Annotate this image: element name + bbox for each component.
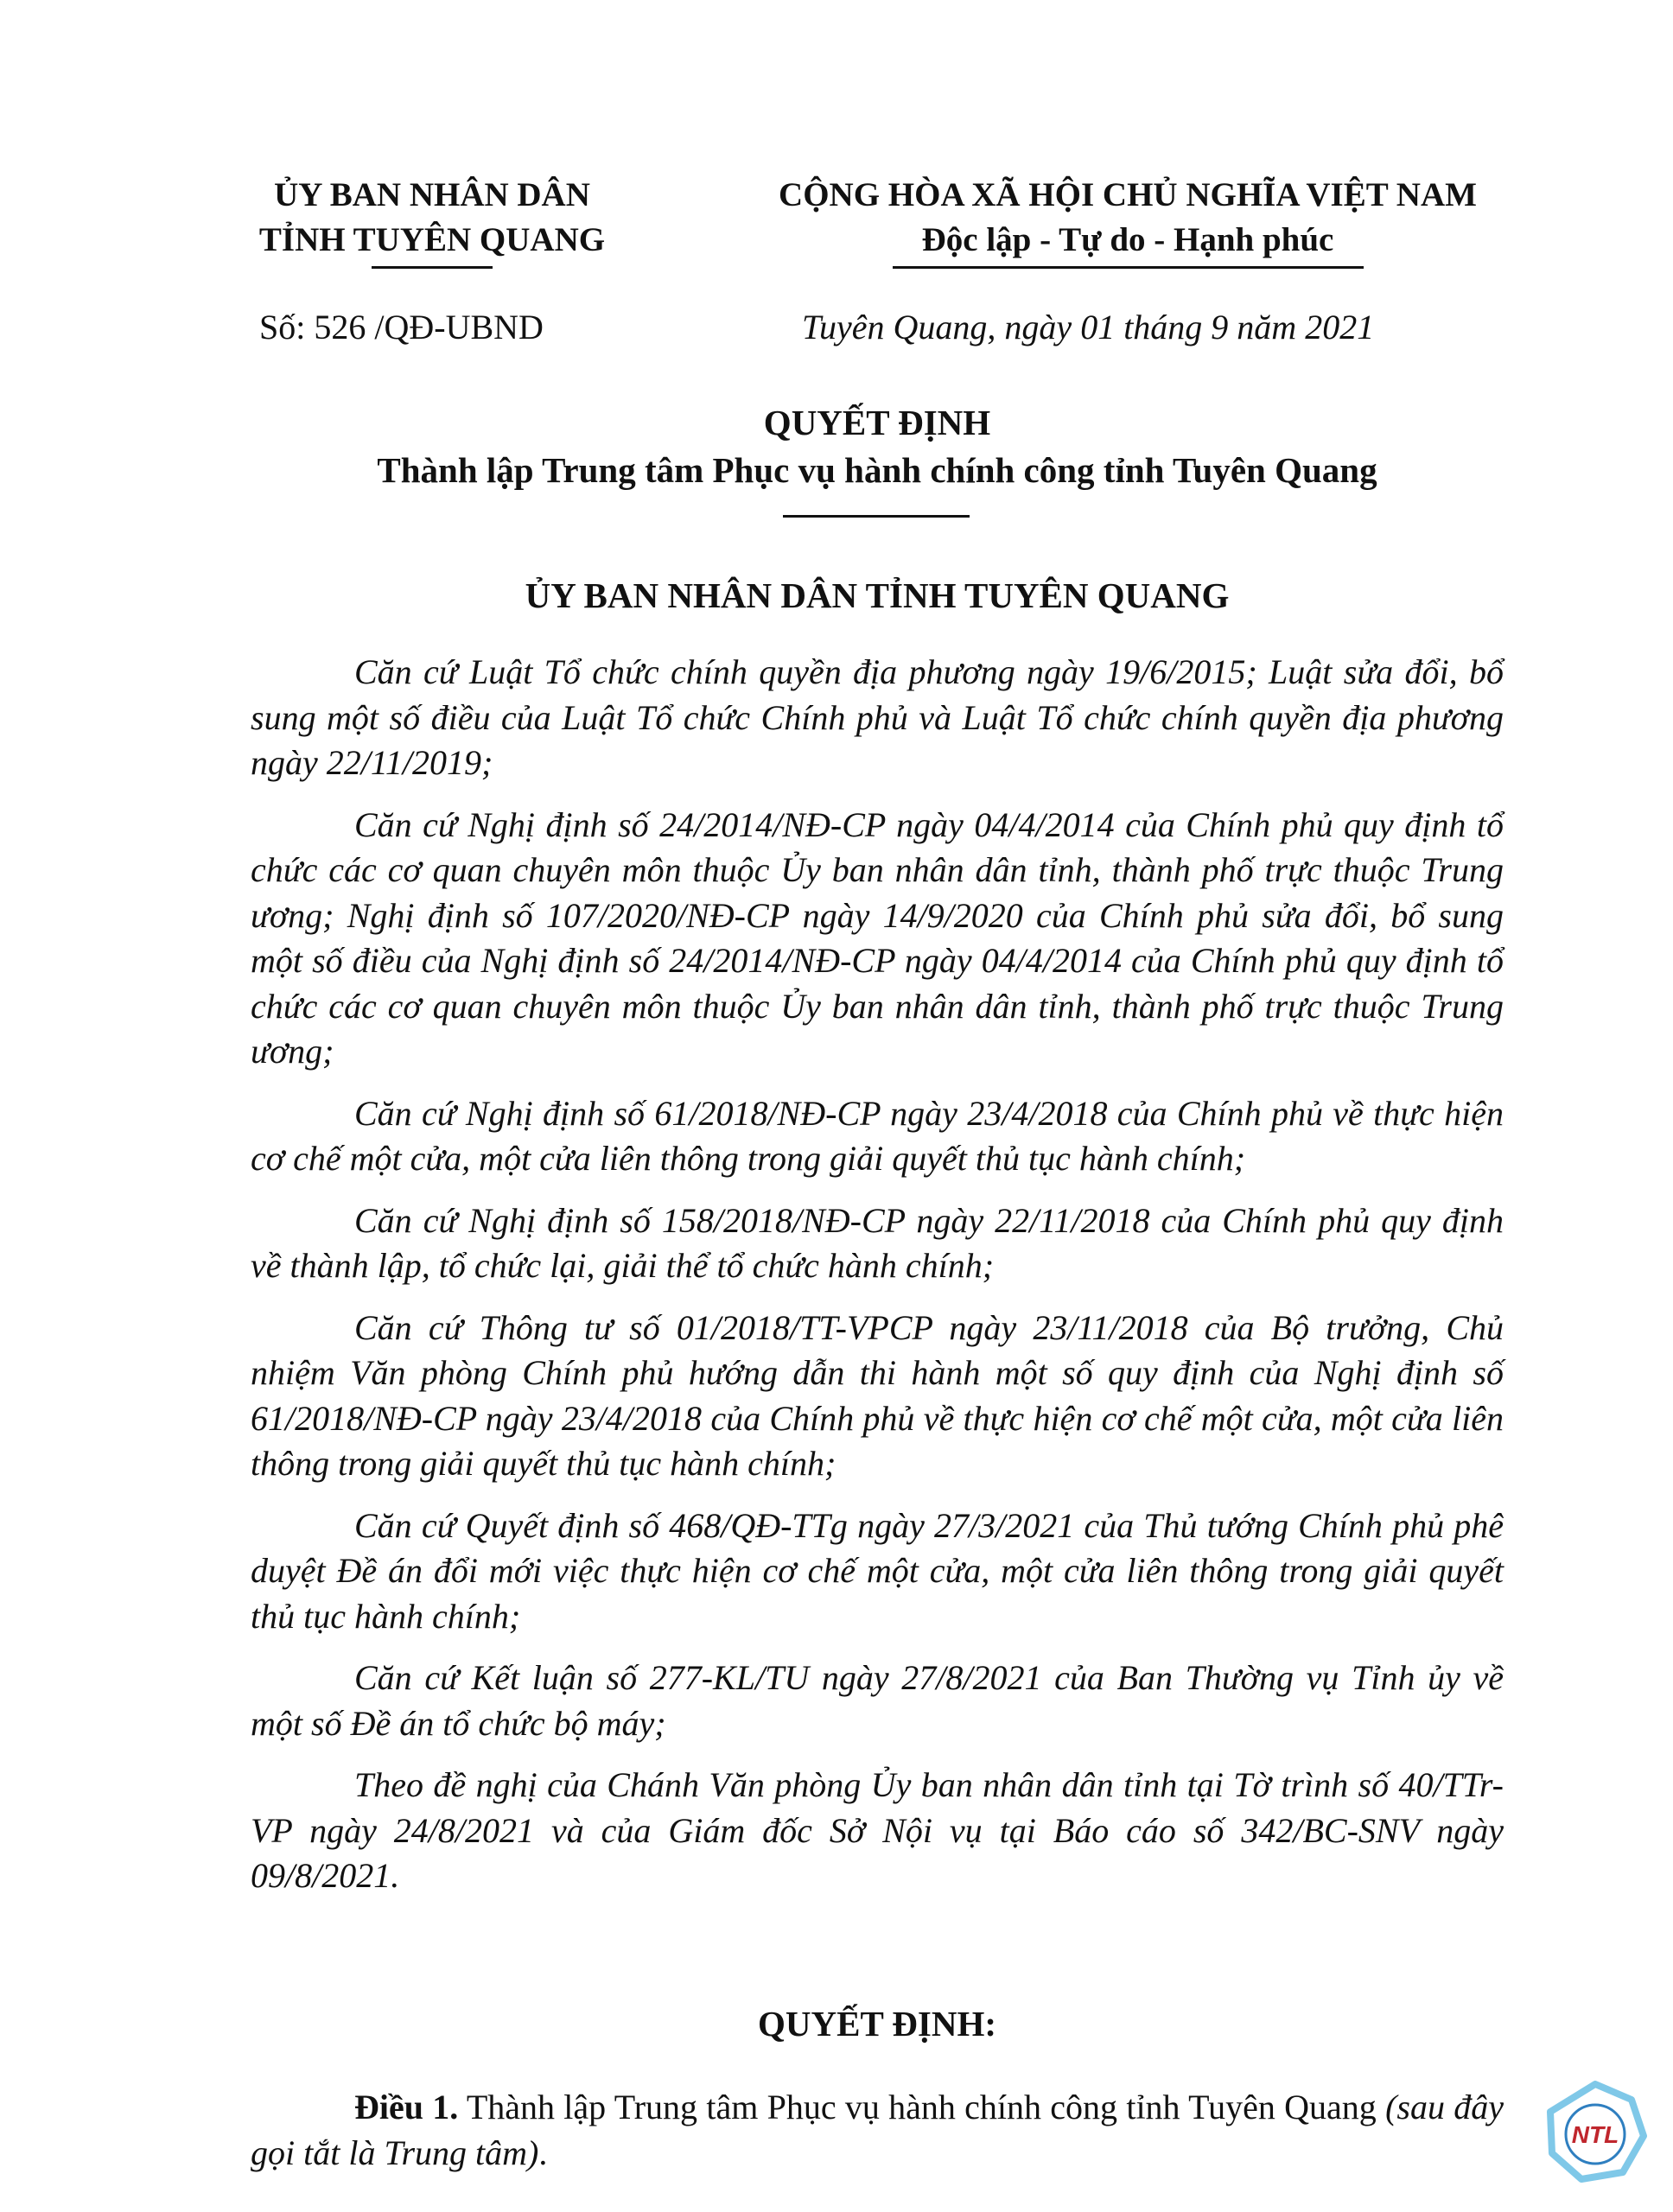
agency-header [216, 173, 648, 269]
preamble-paragraph: Căn cứ Nghị định số 24/2014/NĐ-CP ngày 04/4/2014 của Chính phủ quy định tổ chức các cơ quan chuyên môn thuộc Ủy ban nhân dân tỉnh, thành phố trực thuộc Trung ương; Nghị định số 107/2020/NĐ-CP ngày 14/9/2020 của Chính phủ sửa đổi, bổ sung một số điều của Nghị định số 24/2014/NĐ-CP ngày 04/4/2014 của Chính phủ quy định tổ chức các cơ quan chuyên môn thuộc Ủy ban nhân dân tỉnh, thành phố trực thuộc Trung ương; [251, 804, 1504, 1071]
agency-line-1: ỦY BAN NHÂN DÂN [274, 176, 590, 213]
ntl-logo-icon [1543, 2081, 1647, 2184]
document-subject: Thành lập Trung tâm Phục vụ hành chính công tỉnh Tuyên Quang [377, 450, 1377, 490]
preamble-paragraph: Căn cứ Kết luận số 277-KL/TU ngày 27/8/2021 của Ban Thường vụ Tỉnh ủy về một số Đề án tổ chức bộ máy; [251, 1658, 1504, 1743]
article-1-end: . [538, 2133, 548, 2172]
document-number: Số: 526 /QĐ-UBND [259, 308, 544, 346]
article-1-text: Thành lập Trung tâm Phục vụ hành chính công tỉnh Tuyên Quang [458, 2088, 1386, 2126]
decision-heading: QUYẾT ĐỊNH: [757, 2004, 997, 2044]
nation-header [726, 173, 1530, 269]
preamble [251, 650, 1504, 1916]
preamble-paragraph: Căn cứ Nghị định số 61/2018/NĐ-CP ngày 23/4/2018 của Chính phủ về thực hiện cơ chế một cửa, một cửa liên thông trong giải quyết thủ tục hành chính; [251, 1093, 1504, 1178]
preamble-paragraph: Căn cứ Quyết định số 468/QĐ-TTg ngày 27/3/2021 của Thủ tướng Chính phủ phê duyệt Đề án đổi mới việc thực hiện cơ chế một cửa, một cửa liên thông trong giải quyết thủ tục hành chính; [251, 1505, 1504, 1636]
agency-line-2: TỈNH TUYÊN QUANG [258, 221, 606, 258]
nation-line-1: CỘNG HÒA XÃ HỘI CHỦ NGHĨA VIỆT NAM [779, 176, 1477, 213]
article-1 [251, 2085, 1504, 2176]
preamble-paragraph: Theo đề nghị của Chánh Văn phòng Ủy ban nhân dân tỉnh tại Tờ trình số 40/TTr-VP ngày 24/8/2021 và của Giám đốc Sở Nội vụ tại Báo cáo số 342/BC-SNV ngày 09/8/2021. [251, 1765, 1504, 1895]
document-date: Tuyên Quang, ngày 01 tháng 9 năm 2021 [802, 308, 1375, 346]
article-1-note: (sau đây gọi tắt là Trung tâm) [251, 2088, 1504, 2172]
title-underline [783, 515, 970, 518]
logo-text: NTL [1571, 2121, 1619, 2148]
preamble-paragraph: Căn cứ Luật Tổ chức chính quyền địa phương ngày 19/6/2015; Luật sửa đổi, bổ sung một số điều của Luật Tổ chức Chính phủ và Luật Tổ chức chính quyền địa phương ngày 22/11/2019; [251, 652, 1504, 782]
issuing-body: ỦY BAN NHÂN DÂN TỈNH TUYÊN QUANG [525, 575, 1230, 615]
nation-motto: Độc lập - Tự do - Hạnh phúc [921, 221, 1334, 258]
motto-underline [893, 266, 1364, 269]
preamble-paragraph: Căn cứ Thông tư số 01/2018/TT-VPCP ngày 23/11/2018 của Bộ trưởng, Chủ nhiệm Văn phòng Chính phủ hướng dẫn thi hành một số quy định của Nghị định số 61/2018/NĐ-CP ngày 23/4/2018 của Chính phủ về thực hiện cơ chế một cửa, một cửa liên thông trong giải quyết thủ tục hành chính; [251, 1307, 1504, 1483]
article-1-label: Điều 1. [354, 2088, 459, 2126]
preamble-paragraph: Căn cứ Nghị định số 158/2018/NĐ-CP ngày 22/11/2018 của Chính phủ quy định về thành lập, tổ chức lại, giải thể tổ chức hành chính; [251, 1200, 1504, 1285]
document-title: QUYẾT ĐỊNH [763, 403, 991, 442]
agency-underline [372, 266, 493, 269]
